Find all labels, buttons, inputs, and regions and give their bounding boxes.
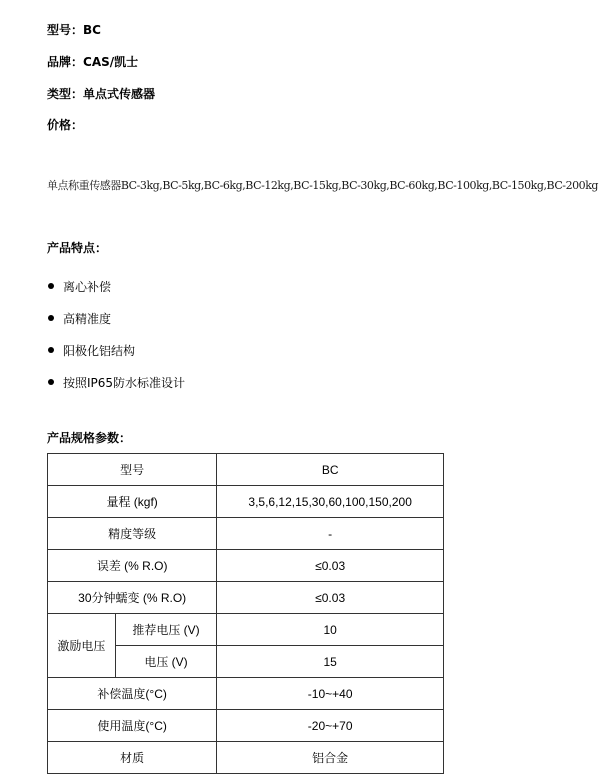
spec-value: -20~+70: [217, 710, 444, 742]
type-label: 类型：: [47, 87, 84, 101]
spec-label: 量程 (kgf): [48, 486, 217, 518]
product-description: 单点称重传感器BC-3kg,BC-5kg,BC-6kg,BC-12kg,BC-15kg,BC-30kg,BC-60kg,BC-100kg,BC-150kg,BC-200kg: [47, 179, 599, 192]
brand-value: CAS/凯士: [83, 55, 139, 69]
table-row: [48, 550, 444, 582]
price-line: [47, 117, 83, 133]
spec-label: 型号: [48, 454, 217, 486]
feature-label: 离心补偿: [63, 279, 112, 294]
spec-value: 3,5,6,12,15,30,60,100,150,200: [217, 486, 444, 518]
feature-label: 按照IP65防水标准设计: [63, 375, 186, 390]
spec-value: 铝合金: [217, 742, 444, 774]
bullet-icon: [48, 315, 54, 321]
model-line: [47, 22, 101, 38]
price-label: 价格：: [47, 118, 84, 132]
brand-line: [47, 54, 138, 70]
spec-label: 推荐电压 (V): [115, 614, 217, 646]
table-row: [48, 678, 444, 710]
spec-label: 精度等级: [48, 518, 217, 550]
spec-value: ≤0.03: [217, 550, 444, 582]
spec-label: 使用温度(°C): [48, 710, 217, 742]
spec-value: 15: [217, 646, 444, 678]
spec-value: 10: [217, 614, 444, 646]
spec-value: -: [217, 518, 444, 550]
brand-label: 品牌：: [47, 55, 84, 69]
spec-label: 误差 (% R.O): [48, 550, 217, 582]
spec-value: BC: [217, 454, 444, 486]
spec-label: 材质: [48, 742, 217, 774]
type-value: 单点式传感器: [83, 87, 156, 101]
spec-group-label: 激励电压: [48, 614, 116, 678]
bullet-icon: [48, 379, 54, 385]
bullet-icon: [48, 347, 54, 353]
spec-value: ≤0.03: [217, 582, 444, 614]
specs-title: 产品规格参数：: [47, 431, 132, 445]
spec-value: -10~+40: [217, 678, 444, 710]
features-list: [47, 270, 185, 398]
feature-label: 高精准度: [63, 311, 112, 326]
model-value: BC: [83, 23, 101, 37]
type-line: [47, 86, 155, 102]
spec-label: 电压 (V): [115, 646, 217, 678]
bullet-icon: [48, 283, 54, 289]
feature-item: [47, 334, 185, 366]
table-row: [48, 486, 444, 518]
table-row: [48, 742, 444, 774]
spec-label: 30分钟蠕变 (% R.O): [48, 582, 217, 614]
spec-label: 补偿温度(°C): [48, 678, 217, 710]
table-row: [48, 454, 444, 486]
table-row: [48, 614, 444, 646]
table-row: [48, 710, 444, 742]
table-row: [48, 582, 444, 614]
features-title: 产品特点：: [47, 241, 108, 255]
feature-item: [47, 270, 185, 302]
feature-item: [47, 366, 185, 398]
feature-item: [47, 302, 185, 334]
model-label: 型号：: [47, 23, 84, 37]
table-row: [48, 518, 444, 550]
feature-label: 阳极化铝结构: [63, 343, 136, 358]
specs-table: [47, 453, 444, 774]
